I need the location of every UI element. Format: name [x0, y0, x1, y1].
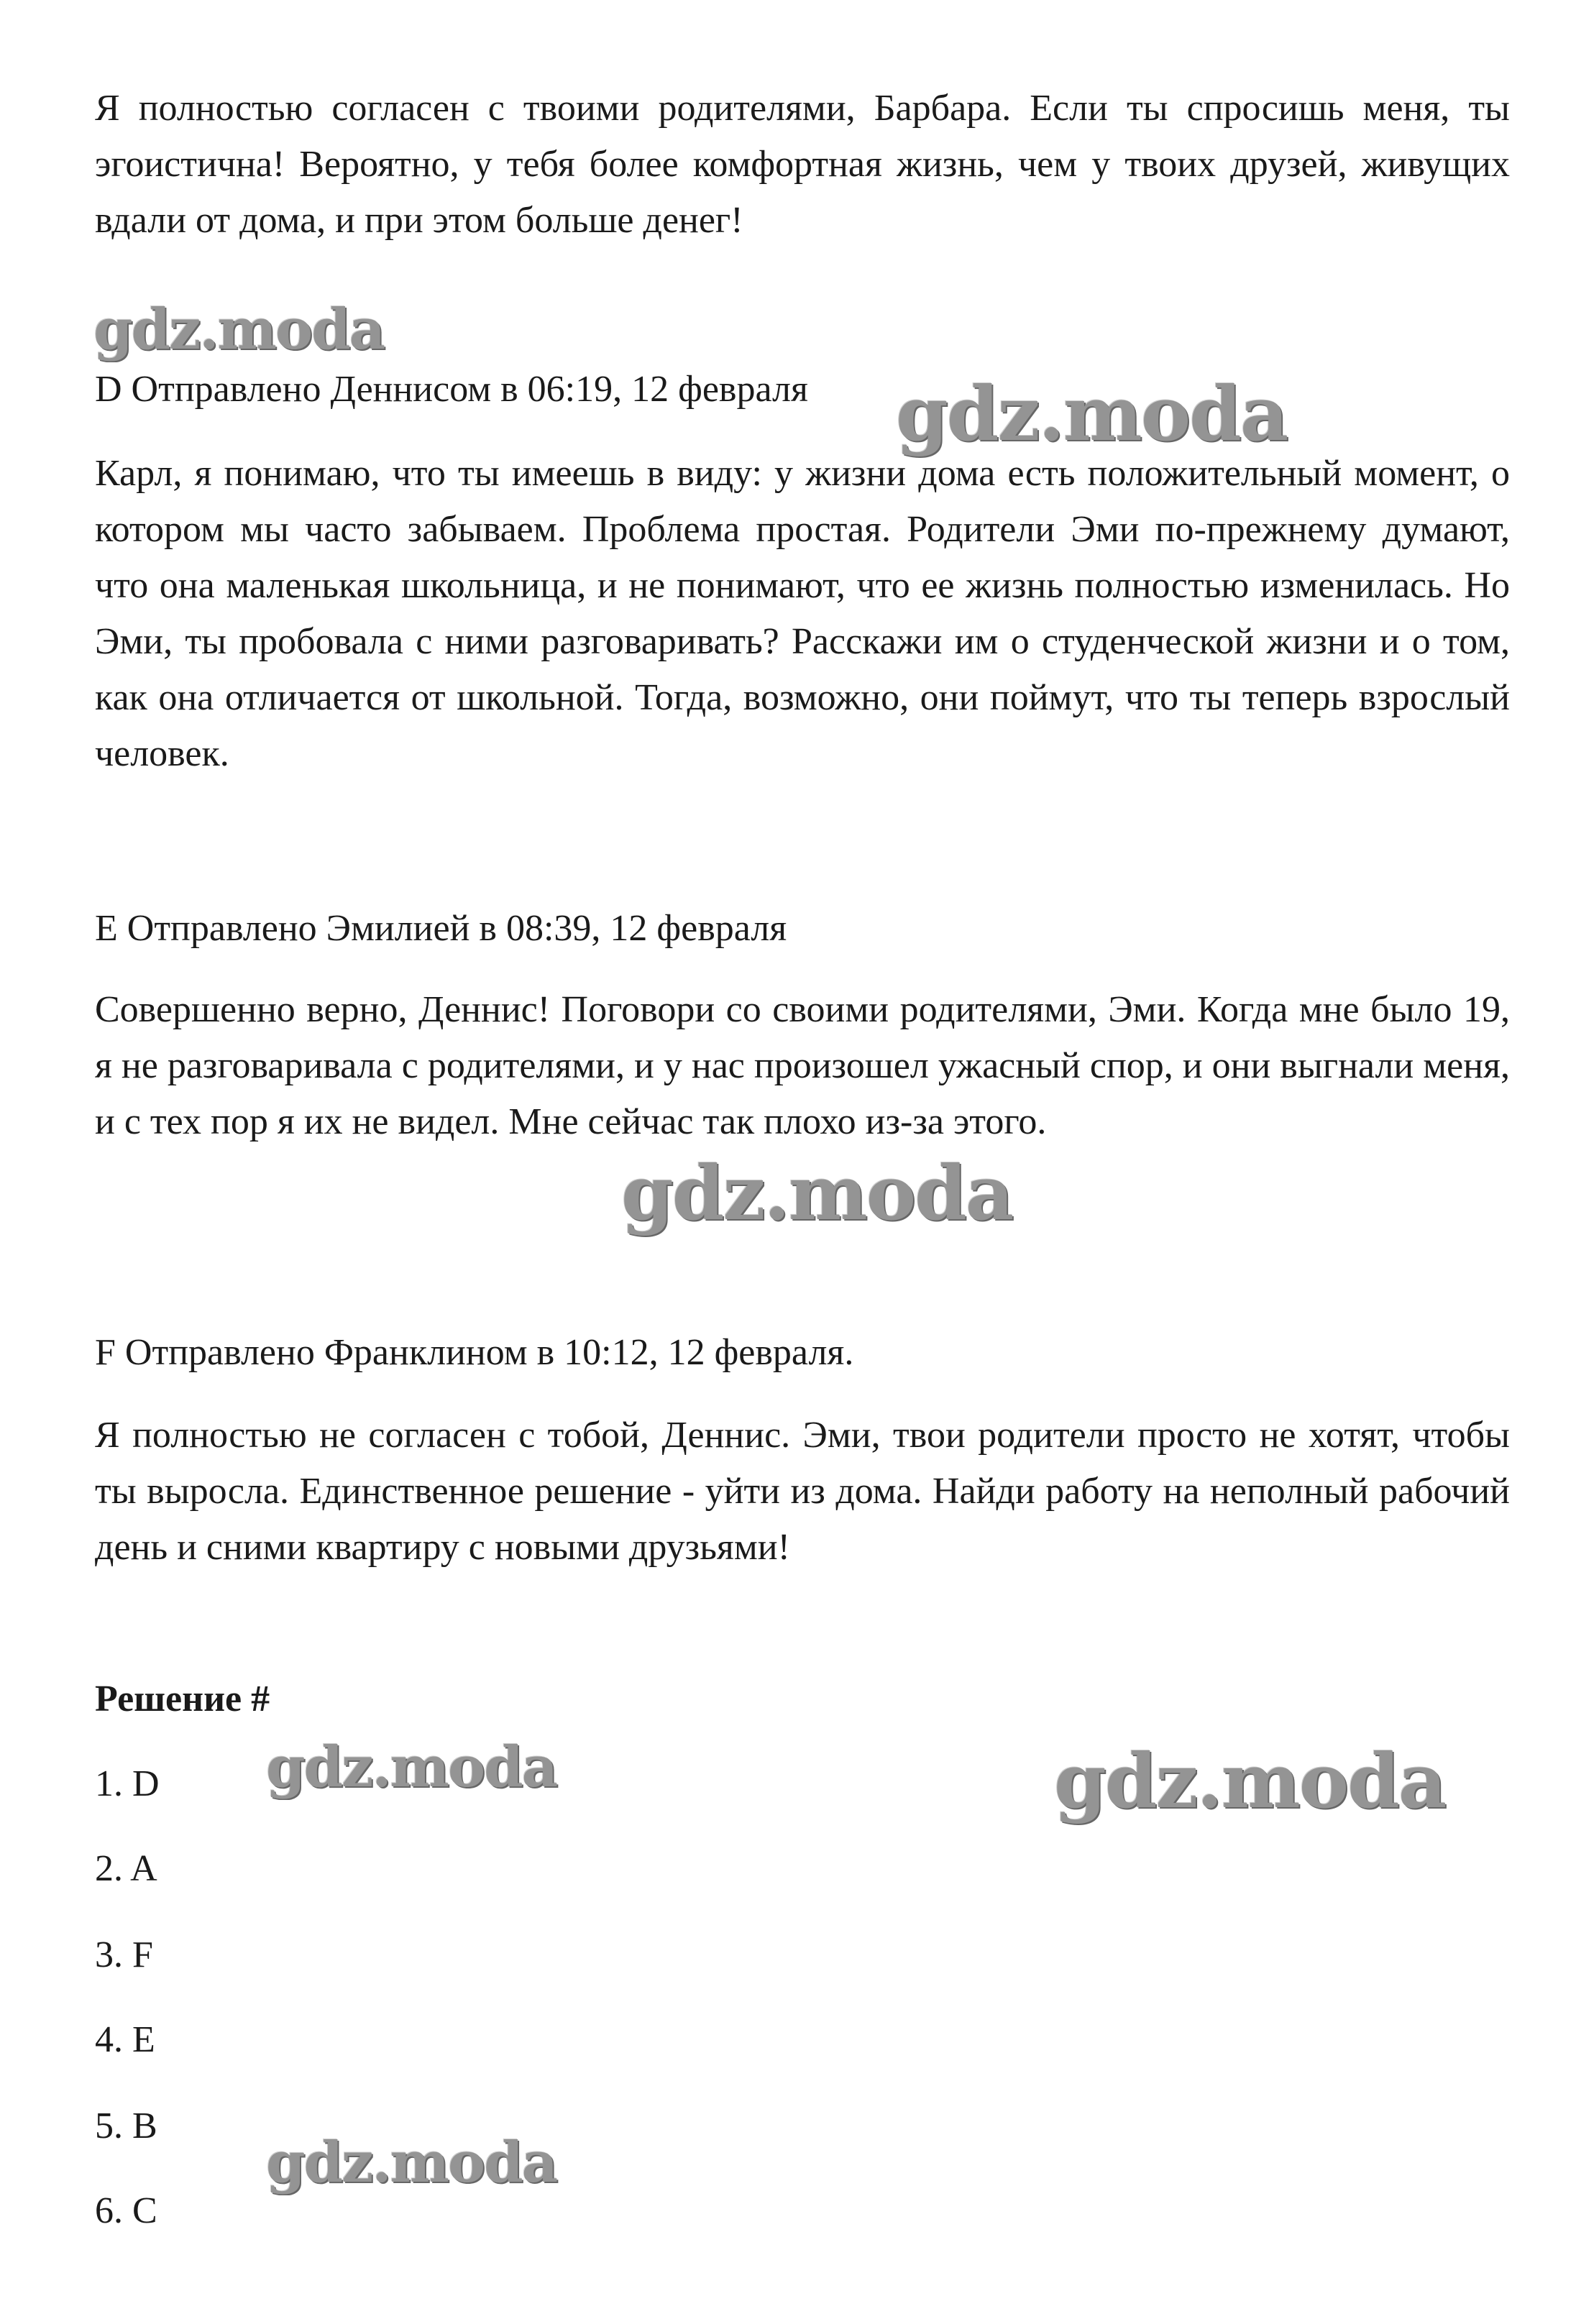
answer-item: 1. D: [95, 1763, 160, 1804]
watermark-logo: gdz.moda: [266, 2130, 557, 2195]
message-d-text: Карл, я понимаю, что ты имеешь в виду: у жизни дома есть положительный момент, о котором мы часто забываем. Проблема простая. Родители Эми по-прежнему думают, что она маленькая школьница, и не понимают, что ее жизнь полностью изменилась. Но Эми, ты пробовала с ними разговаривать? Расскажи им о студенческой жизни и о том, как она отличается от школьной. Тогда, возможно, они поймут, что ты теперь взрослый человек.: [95, 453, 1510, 774]
solution-heading: Решение #: [95, 1678, 270, 1719]
watermark-logo: gdz.moda: [1054, 1737, 1446, 1825]
message-f-text: Я полностью не согласен с тобой, Деннис. Эми, твои родители просто не хотят, чтобы ты выросла. Единственное решение - уйти из дома. Найди работу на неполный рабочий день и сними квартиру с новыми друзьями!: [95, 1415, 1510, 1568]
message-e-header: E Отправлено Эмилией в 08:39, 12 февраля: [95, 908, 787, 949]
watermark-logo: gdz.moda: [266, 1735, 557, 1800]
message-e-text: Совершенно верно, Деннис! Поговори со своими родителями, Эми. Когда мне было 19, я не разговаривала с родителями, и у нас произошел ужасный спор, и они выгнали меня, и с тех пор я их не видел. Мне сейчас так плохо из-за этого.: [95, 989, 1510, 1142]
watermark-logo: gdz.moda: [93, 297, 385, 362]
message-f-header: F Отправлено Франклином в 10:12, 12 февраля.: [95, 1332, 854, 1373]
paragraph-c-text: Я полностью согласен с твоими родителями, Барбара. Если ты спросишь меня, ты эгоистична! Вероятно, у тебя более комфортная жизнь, чем у твоих друзей, живущих вдали от дома, и при этом больше денег!: [95, 88, 1510, 241]
answer-item: 4. E: [95, 2019, 155, 2060]
watermark-logo: gdz.moda: [896, 369, 1288, 458]
message-d-header: D Отправлено Деннисом в 06:19, 12 февраля: [95, 369, 808, 410]
answer-item: 5. B: [95, 2105, 157, 2146]
answer-item: 3. F: [95, 1934, 153, 1975]
answer-item: 6. C: [95, 2190, 157, 2231]
watermark-logo: gdz.moda: [621, 1149, 1013, 1237]
answer-item: 2. A: [95, 1848, 157, 1889]
